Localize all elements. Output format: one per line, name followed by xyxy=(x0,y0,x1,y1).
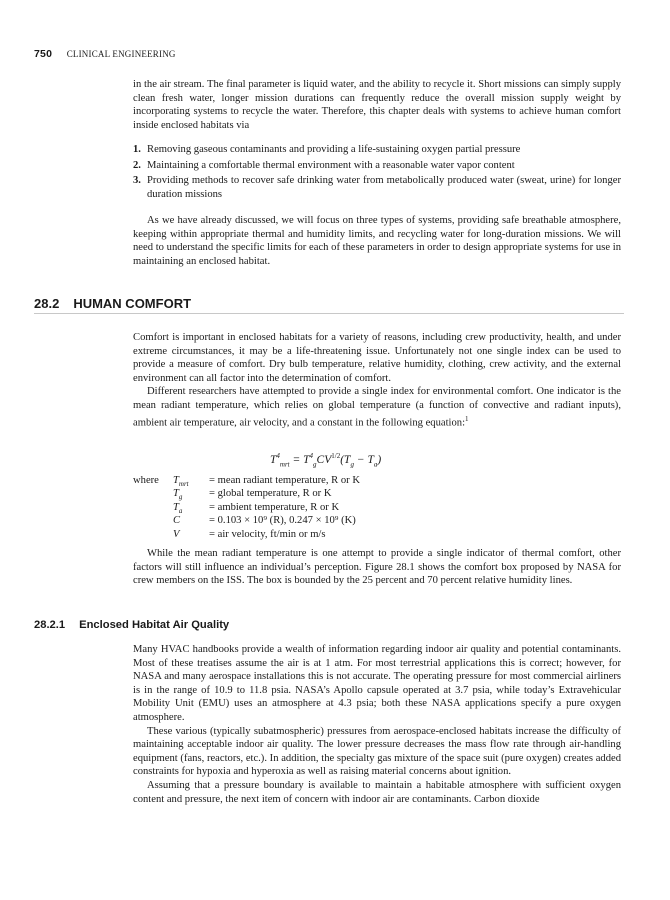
intro-closing xyxy=(133,214,621,268)
definition-text: = mean radiant temperature, R or K xyxy=(209,475,360,486)
definition-row xyxy=(133,501,360,514)
subsection-p1: Many HVAC handbooks provide a wealth of information regarding indoor air quality and potential contaminants. Most of these treatises assume the air is at 1 atm. For most terrestrial applications this is correct; however, for NASA and many aerospace installations this is not accurate. The operating pressure for most commercial airliners is in the range of 10.9 to 11.8 psia. NASA’s Apollo capsule operated at 3.7 psia, while today’s Extravehicular Mobility Unit (EMU) uses an atmosphere at 4.3 psia; both these NASA applications specify a pure oxygen atmosphere. xyxy=(133,644,621,723)
section-body xyxy=(133,331,621,430)
subsection-p3: Assuming that a pressure boundary is available to maintain a habitable atmosphere with sufficient oxygen content and pressure, the next item of concern with indoor air are contaminants. Carbon dioxide xyxy=(133,779,621,805)
intro-paragraph xyxy=(133,78,621,132)
section-p1: Comfort is important in enclosed habitats for a variety of reasons, including crew productivity, health, and under extreme circumstances, it may be a life-threatening issue. Unfortunately not one single index can be used to provide a measure of comfort. Dry bulb temperature, relative humidity, clothing, crew activity, and the external environment can all factor into the determination of comfort. xyxy=(133,332,621,384)
subsection-p2: These various (typically subatmospheric) pressures from aerospace-enclosed habitats increase the difficulty of maintaining acceptable indoor air quality. The lower pressure decreases the mass flow rate through air-handling equipment (fans, reactors, etc.). In addition, the specialty gas mixture of the space suit (pure oxygen) creates added constraints for hypoxia and hyperoxia as well as raising material concerns about ignition. xyxy=(133,725,621,778)
running-head xyxy=(34,48,176,60)
numbered-list xyxy=(133,143,621,203)
footnote-ref: 1 xyxy=(465,414,469,423)
definition-text: = air velocity, ft/min or m/s xyxy=(209,528,326,540)
subsection-body xyxy=(133,643,621,806)
section-p2-text: Different researchers have attempted to provide a single index for environmental comfort. One indicator is the mean radiant temperature, which relies on global temperature (a function of convective and radiant inputs), ambient air temperature, air velocity, and a constant in the following equation: xyxy=(133,386,621,429)
list-item xyxy=(133,174,621,201)
list-item xyxy=(133,159,621,173)
definition-symbol: $T_a$ xyxy=(173,501,183,515)
definition-symbol: C xyxy=(173,515,181,527)
definition-text: = 0.103 × 10⁹ (R), 0.247 × 10⁹ (K) xyxy=(209,515,356,527)
definition-row xyxy=(133,528,360,541)
list-text: Providing methods to recover safe drinking water from metabolically produced water (sweat, urine) for longer duration missions xyxy=(147,175,621,200)
definition-symbol: $T_g$ xyxy=(173,488,183,502)
section-divider xyxy=(34,313,624,314)
section-number: 28.2 xyxy=(34,296,60,311)
list-number: 1. xyxy=(133,144,141,155)
mrt-equation: $T^4_{mrt} = T^4_gCV^{1/2}(T_g - T_a)$ xyxy=(270,452,382,469)
list-item xyxy=(133,143,621,157)
section-p3: While the mean radiant temperature is one attempt to provide a single indicator of thermal comfort, other factors will still influence an individual’s perception. Figure 28.1 shows the comfort box proposed by NASA for crew members on the ISS. The box is bounded by the 25 percent and 70 percent relative humidity lines. xyxy=(133,548,621,587)
list-text: Removing gaseous contaminants and providing a life-sustaining oxygen partial pressure xyxy=(147,144,521,155)
section-p3-block xyxy=(133,547,621,588)
running-title: CLINICAL ENGINEERING xyxy=(66,49,176,59)
definition-text: = ambient temperature, R or K xyxy=(209,501,340,513)
list-number: 2. xyxy=(133,159,141,171)
definition-row xyxy=(133,487,360,500)
definition-row xyxy=(133,514,360,527)
definition-text: = global temperature, R or K xyxy=(209,488,332,500)
definition-symbol: V xyxy=(173,528,180,540)
list-text: Maintaining a comfortable thermal environment with a reasonable water vapor content xyxy=(147,159,515,171)
section-p2 xyxy=(133,385,621,429)
page-number: 750 xyxy=(34,48,53,60)
section-heading xyxy=(34,296,191,311)
where-label: where xyxy=(133,475,159,486)
subsection-number: 28.2.1 xyxy=(34,619,66,631)
section-title: HUMAN COMFORT xyxy=(73,296,192,311)
definition-symbol: $T_{mrt}$ xyxy=(173,475,189,489)
closing-text: As we have already discussed, we will focus on three types of systems, providing safe breathable atmosphere, keeping within appropriate thermal and humidity limits, and recycling water for long-duration missions. We will need to understand the specific limits for each of these parameters in order to design appropriate systems for use in maintaining an enclosed habitat. xyxy=(133,215,621,267)
intro-text: in the air stream. The final parameter is liquid water, and the ability to recycle it. Short missions can simply supply clean fresh water, longer mission durations can frequently reduce the overall mission supply weight by incorporating systems to recycle the water. Therefore, this chapter deals with systems to achieve human comfort inside enclosed habitats via xyxy=(133,79,621,131)
list-number: 3. xyxy=(133,175,141,187)
definition-row xyxy=(133,474,360,487)
variable-definitions xyxy=(133,474,360,541)
subsection-heading xyxy=(34,619,229,631)
subsection-title: Enclosed Habitat Air Quality xyxy=(79,619,230,631)
